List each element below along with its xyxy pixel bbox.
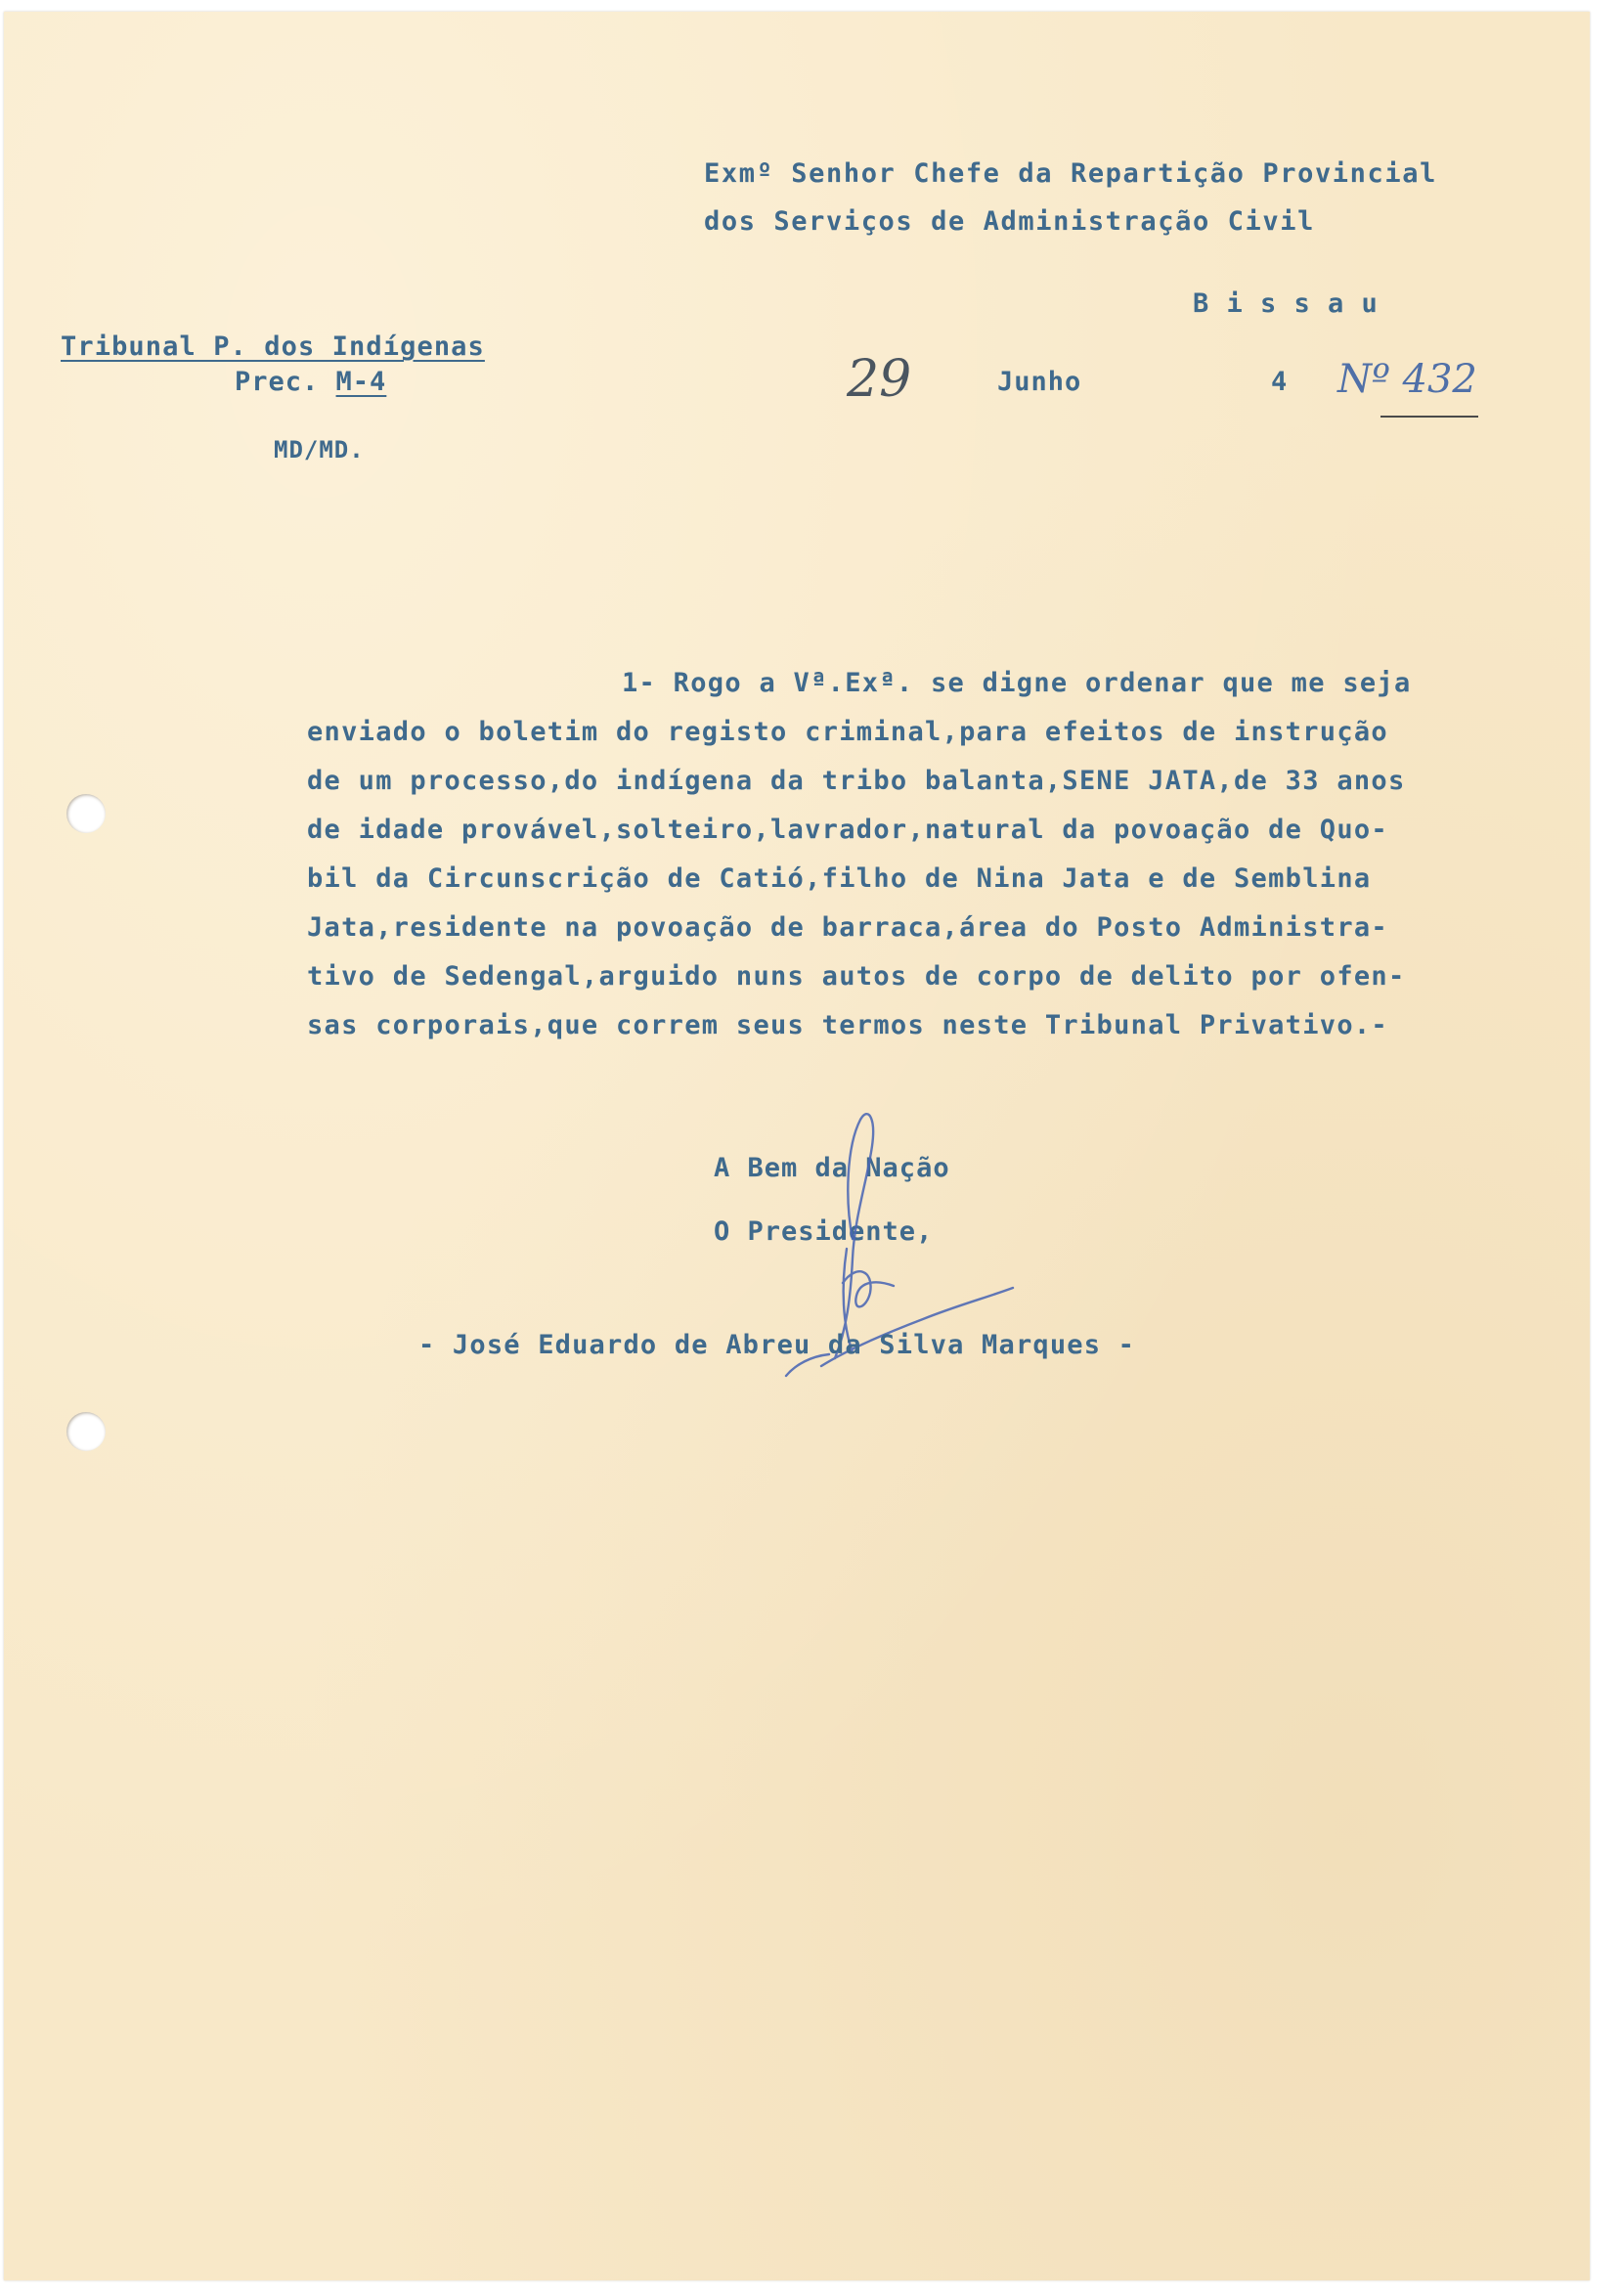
date-day-handwritten: 29 xyxy=(847,350,912,409)
registry-number-handwritten: Nº 432 xyxy=(1337,357,1477,402)
body-line-3: de um processo,do indígena da tribo balanta,SENE JATA,de 33 anos xyxy=(307,766,1406,796)
body-line-1: 1- Rogo a Vª.Exª. se digne ordenar que me seja xyxy=(622,668,1412,698)
tribunal-name: Tribunal P. dos Indígenas xyxy=(61,331,485,362)
document-page xyxy=(4,12,1590,2280)
addressee-line-2: dos Serviços de Administração Civil xyxy=(704,206,1315,237)
closing-salutation: A Bem da Nação xyxy=(714,1153,950,1183)
registry-number-underline xyxy=(1380,416,1478,418)
place-name: B i s s a u xyxy=(1193,288,1379,319)
punch-hole-top xyxy=(66,794,106,833)
process-reference xyxy=(235,369,386,395)
body-line-7: tivo de Sedengal,arguido nuns autos de corpo de delito por ofen- xyxy=(307,961,1406,992)
reference-initials: MD/MD. xyxy=(274,436,365,464)
closing-title: O Presidente, xyxy=(714,1216,934,1247)
punch-hole-bottom xyxy=(66,1412,106,1451)
body-line-4: de idade provável,solteiro,lavrador,natural da povoação de Quo- xyxy=(307,815,1388,845)
body-line-6: Jata,residente na povoação de barraca,área do Posto Administra- xyxy=(307,912,1388,943)
signatory-name: - José Eduardo de Abreu da Silva Marques - xyxy=(418,1330,1136,1360)
date-month: Junho xyxy=(997,367,1082,397)
body-line-2: enviado o boletim do registo criminal,para efeitos de instrução xyxy=(307,717,1388,747)
addressee-line-1: Exmº Senhor Chefe da Repartição Provincial xyxy=(704,158,1437,189)
body-line-8: sas corporais,que correm seus termos neste Tribunal Privativo.- xyxy=(307,1010,1388,1040)
process-code: M-4 xyxy=(335,367,387,397)
process-prefix: Prec. xyxy=(235,367,336,397)
date-year: 4 xyxy=(1271,367,1289,397)
body-line-5: bil da Circunscrição de Catió,filho de Nina Jata e de Semblina xyxy=(307,863,1372,894)
